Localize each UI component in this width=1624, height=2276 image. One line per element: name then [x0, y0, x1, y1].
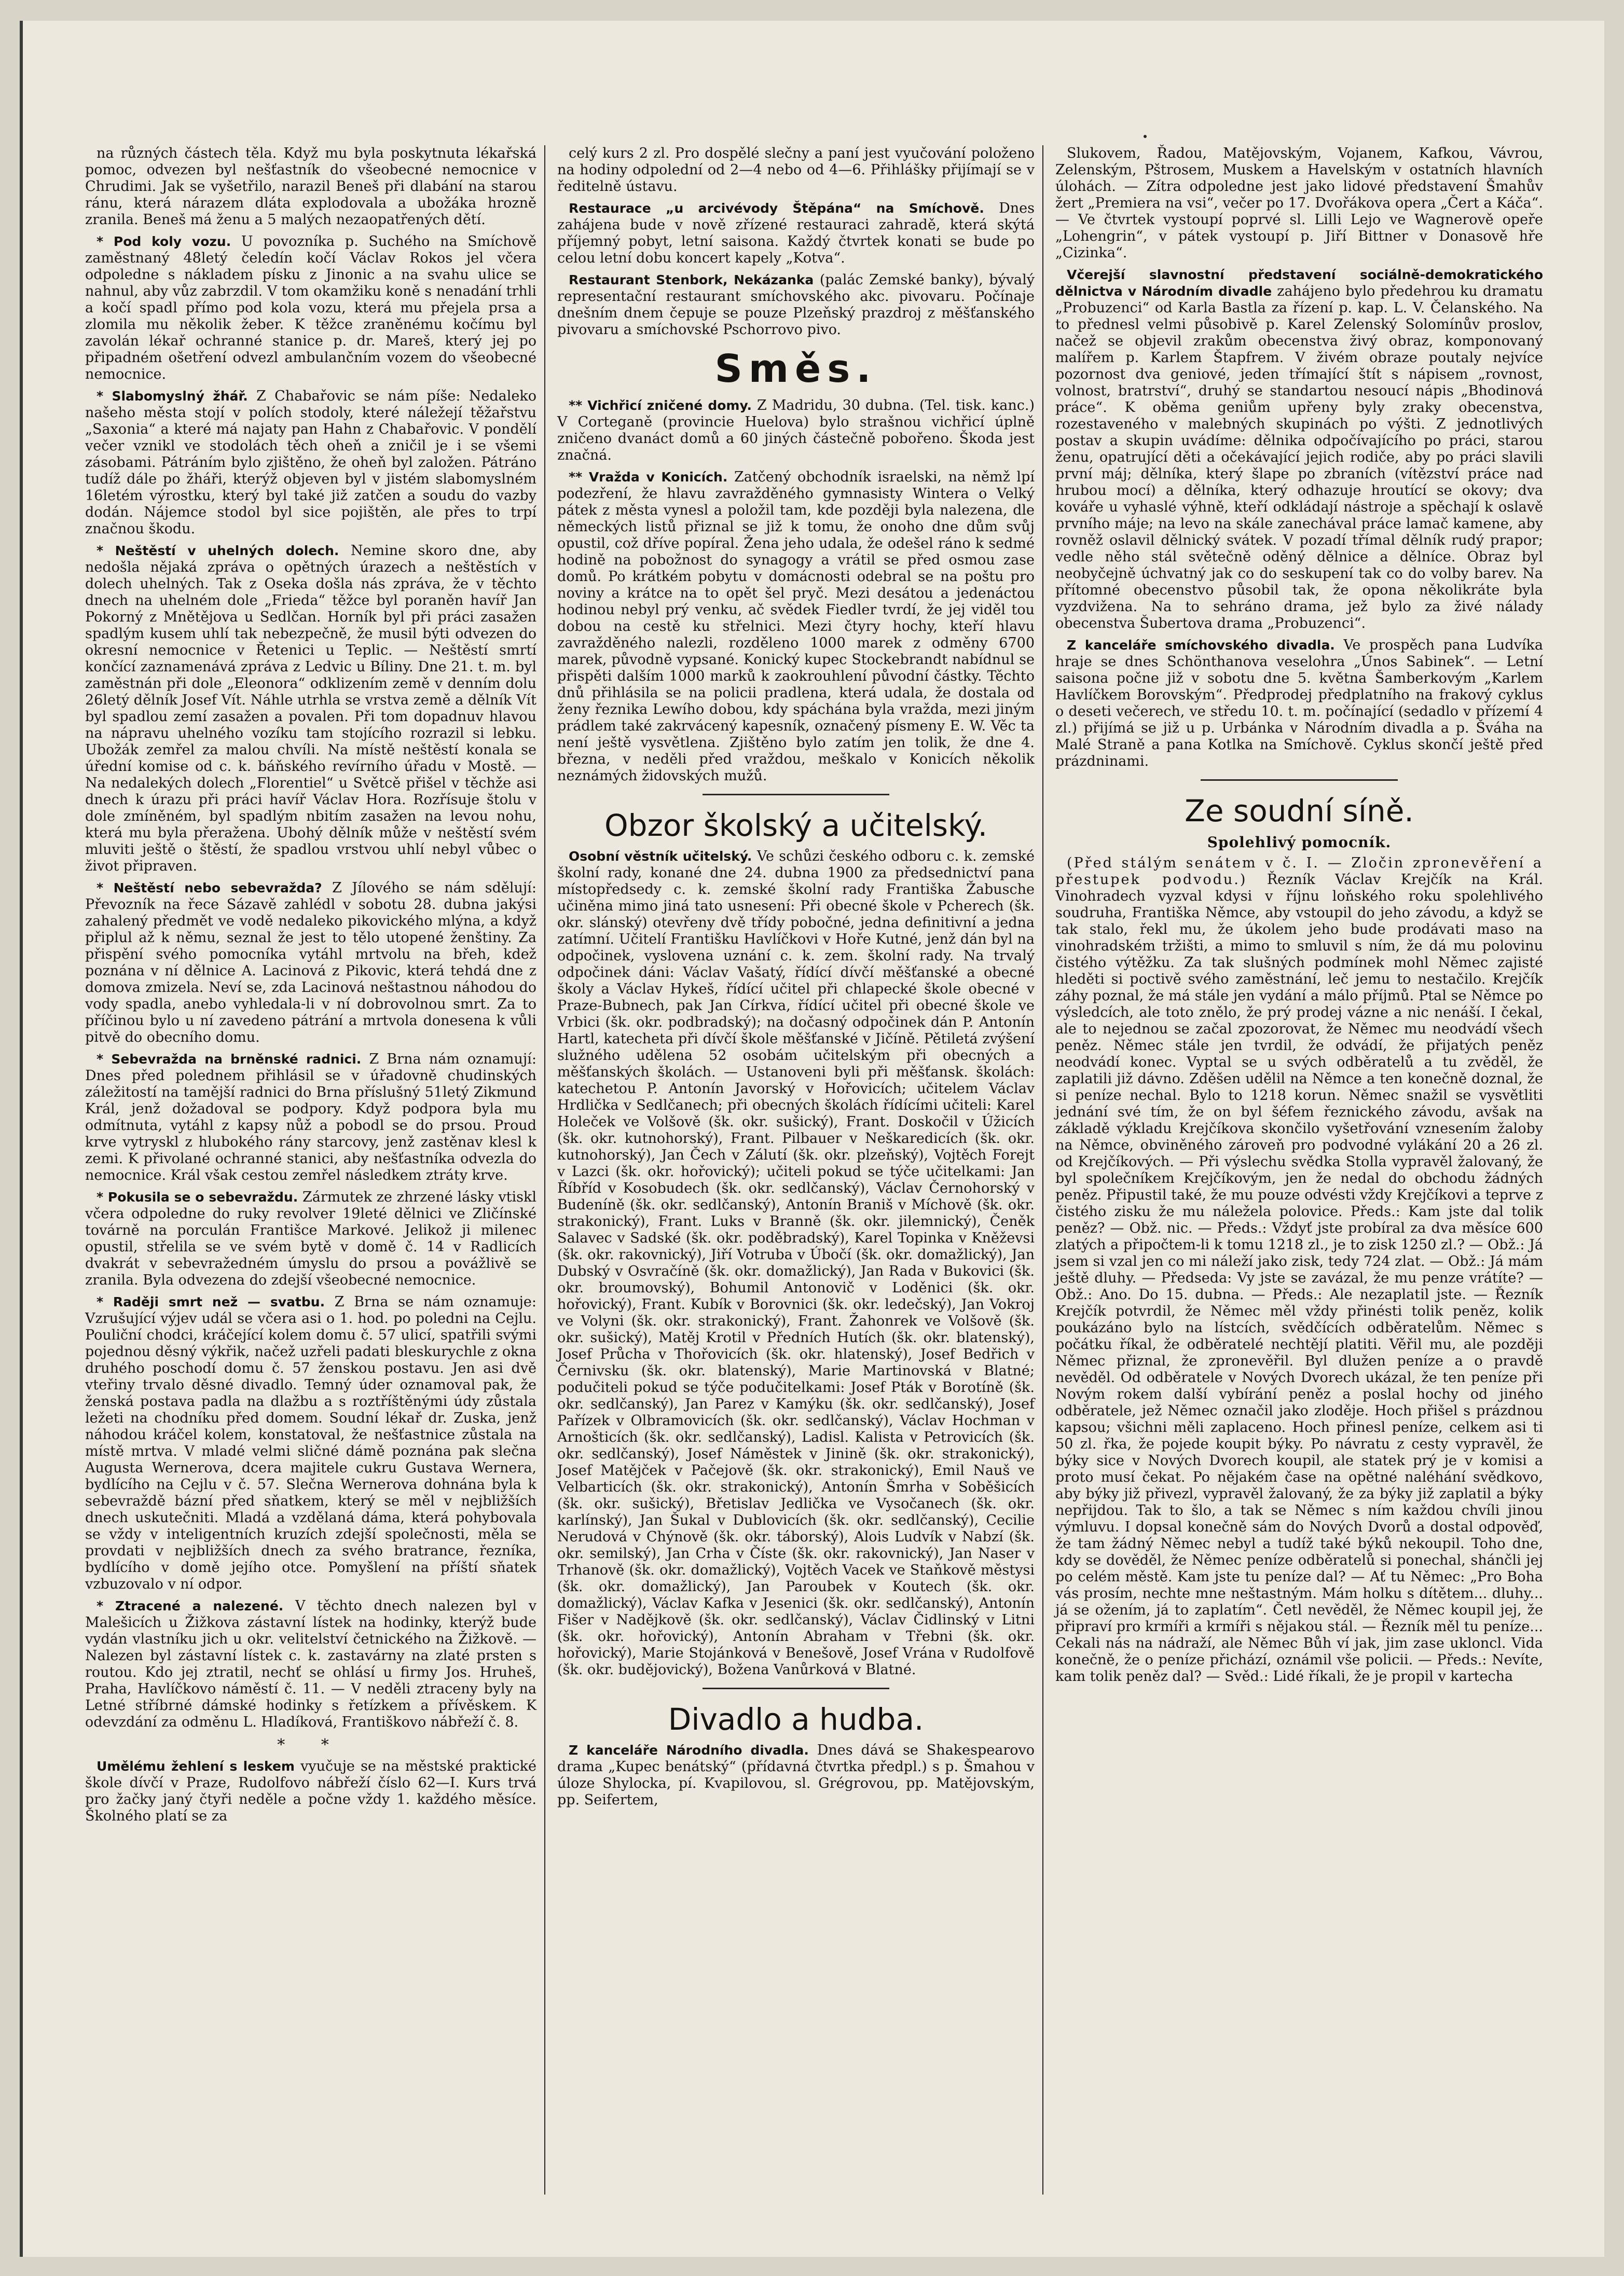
article-text: celý kurs 2 zl. Pro dospělé slečny a paní jest vyučování položeno na hodiny odpolední od 2—4 nebo od 4—6. Přihlášky přijímají se v ředitelně ústavu.	[557, 145, 1035, 195]
article-text: Slukovem, Řadou, Matějovským, Vojanem, Kafkou, Vávrou, Zelenským, Pštrosem, Muskem a Havelským v ostatních hlavních úlohách. — Zítra odpoledne jest jako lidové představení Šmahův žert „Premiera na vsi“, večer po 17. Dvořákova opera „Čert a Káča“. — Ve čtvrtek vystoupí poprvé sl. Lilli Lejo ve Wagnerově opeře „Lohengrin“, v pátek vystoupí p. Jiří Bittner v Donasově hře „Cizinka“.	[1055, 145, 1543, 261]
section-title-divadlo: Divadlo a hudba.	[668, 1702, 924, 1737]
article-headline: * Raději smrt než — svatbu.	[97, 1294, 325, 1309]
article-text: Řezník Václav Krejčík na Král. Vinohradech vyzval kdysi v říjnu loňského roku spolehlivého soudruha, Františka Němce, aby vstoupil do jeho závodu, a když se tak stalo, řekl mu, že úkolem jeho bude prodávati maso na vinohradském tržišti, a mimo to smluvil s ním, že dá mu polovinu čistého výtěžku. Za tak slušných podmínek mohl Němec zajisté hleděti si poctivě svého zaměstnání, leč jemu to nestačilo. Krejčík záhy poznal, že má stále jen vydání a málo příjmů. Ptal se Němce po výsledcích, ale toto znělo, že prý prodej vázne a nic nenáší. I čekal, ale to nejednou se začal zpozorovat, že Němec mu neodvádí všech peněz. Němec stále jen tvrdil, že odvádí, že přijatých peněz neodvádí konec. Vyptal se u svých odběratelů a tu zvěděl, že zaplatili již dávno. Zděšen udělil na Němce a ten konečně doznal, že si peníze nechal. Bylo to 1218 korun. Němec snažil se vysvětliti jednání své tím, že on byl šéfem řeznického závodu, avšak na základě výkladu Krejčíkova skončilo vyšetřování vznesením žaloby na Němce, obviněného zároveň pro podvodné vylákání 20 a 26 zl. od Krejčíkových. — Při výslechu svědka Stolla vypravěl žalovaný, že byl společníkem Krejčíkovým, jen že nedal do obchodu žádných peněz. Připustil také, že mu pouze odvésti vždy Krejčíkovi a teprve z čistého zisku že mu náležela polovice. Předs.: Kam jste dal tolik peněz? — Obž. nic. — Předs.: Vždyť jste probíral za dva měsíce 600 zlatých a připočtem-li k tomu 1218 zl., je to zisk 1250 zl.? — Obž.: Já jsem si vzal jen co mi náleží jako zisk, tedy 724 zlat. — Obž.: Já mám ještě dluhy. — Předseda: Vy jste se zavázal, že mu penze vrátíte? — Obž.: Ano. Do 15. dubna. — Předs.: Ale nezaplatil jste. — Řezník Krejčík potvrdil, že Němec měl vždy přinésti tolik peněz, kolik poukázáno bylo na lístcích, svědčících odběratelům. Němec s počátku říkal, že odběratelé nechtějí platiti. Věřil mu, ale později Němec přiznal, že zpronevěřil. Byl dlužen peníze a o pravdě nevěděl. Od odběratele v Nových Dvorech ukázal, že ten peníze při Novým rokem další vybírání peněz a poslal hochy od jiného odběratele, jež Němec označil jako zloděje. Hoch přišel s prázdnou kapsou; všichni měli zaplaceno. Hoch přinesl peníze, celkem asi ti 50 zl. řka, že pojede koupit býky. Po návratu z cesty vypravěl, že býky sice v Nových Dvorech koupil, ale statek prý je v komisi a proto musí čekat. Po nějakém čase na opětné naléhání svědkovo, aby býky již přivezl, vypravěl žalovaný, že za býky již zaplatil a býky nepřijdou. Tak to šlo, a tak se Němec s ním každou chvíli jinou výmluvu. I dopsal konečně sám do Nových Dvorů a dostal odpověď, že tam žádný Němec nebyl a tudíž také býků nekoupil. Toho dne, kdy se dověděl, že Němec peníze odběratelů si ponechal, shánčli jej po celém městě. Kam jste tu peníze dal? — Ať tu Němec: „Pro Boha vás prosím, nechte mne neštastným. Mám holku s dítětem... dluhy... já se ožením, já to zaplatím“. Četl nevěděl, že Němec koupil jej, že připraví pro krmíři a krmíři s nějakou stál. — Řezník měl tu peníze... Cekali nás na nádraží, ale Němec Bůh ví jak, jim zase ukloncl. Vida konečně, že o peníze přichází, oznámil vše policii. — Předs.: Nevíte, kam tolik peněz dal? — Svěd.: Lidé říkali, že je propil v kartecha	[1055, 872, 1543, 1685]
article-pokusila-se	[85, 1189, 536, 1289]
article-continuation	[1055, 145, 1543, 261]
article-headline: Restaurace „u arcivévody Štěpána“ na Smíchově.	[569, 201, 984, 216]
article-text: Z Madridu, 30 dubna. (Tel. tisk. kanc.) V Corteganě (provincie Huelova) bylo strašnou vichřicí úplně zničeno dvanáct domů a 60 jiných částečně pobořeno. Škoda jest značná.	[557, 397, 1035, 463]
ink-dot	[1144, 135, 1147, 138]
article-continuation	[557, 145, 1035, 195]
article-text: Z Brna se nám oznamuje: Vzrušující výjev udál se včera asi o 1. hod. po poledni na Cejlu. Pouliční chodci, kráčející kolem domu č. 57 ulicí, spatřili svými pojednou děsný výkřik, načež uzřeli padati bleskurychle z okna druhého poschodí domu č. 57 ženskou postavu. Jen asi dvě vteřiny trvalo děsné divadlo. Temný úder oznamoval pak, že ženská postava padla na dlažbu a s roztříštěnými údy zůstala ležeti na chodníku před domem. Soudní lékař dr. Zuska, jenž náhodou kráčel kolem, konstatoval, že nešťastnice zůstala na místě mrtva. V mladé velmi sličné dámě poznána pak slečna Augusta Wernerova, dcera majitele cukru Gustava Wernera, bydlícího na Cejlu v č. 57. Slečna Wernerova dohnána byla k sebevraždě bázní před sňatkem, který se měl v nejbližších dnech uskutečniti. Mladá a vzdělaná dáma, která pohybovala se vždy v inteligentních kruzích zdejší společnosti, měla se provdati v nejbližších dnech za svého bratrance, řezníka, bydlícího v domě jejího otce. Pomyšlení na příští sňatek vzbuzovalo v ní odpor.	[85, 1294, 536, 1592]
article-text: Z Chabařovic se nám píše: Nedaleko našeho města stojí v polích stodoly, které náležejí těžařstvu „Saxonia“ a které má najaty pan Hahn z Chabařovic. V pondělí večer vznikl ve stodolách těch oheň a zničil je i se všemi zásobami. Pátráním bylo zjištěno, že oheň byl založen. Pátráno tudíž dále po žháři, kterýž objeven byl v jistém slabomyslném 16letém výrostku, který byl také již zatčen a soudu do vazby dodán. Nájemce stodol byl sice pojištěn, ale přes to trpí značnou škodu.	[85, 388, 536, 537]
article-ztracene-nalezene	[85, 1598, 536, 1731]
article-smichovske-divadlo	[1055, 637, 1543, 770]
article-restaurant-stenbork	[557, 272, 1035, 338]
article-pod-koly-vozu	[85, 233, 536, 383]
article-headline: * Slabomyslný žhář.	[97, 389, 248, 404]
article-headline: Spolehlivý pomocník.	[1207, 834, 1392, 851]
article-text: Dnes zahájena bude v nově zřízené restauraci zahradě, která skýtá příjemný pobyt, letní saisona. Každý čtvrtek konati se bude po celou letní dobu koncert kapely „Kotva“.	[557, 200, 1035, 266]
article-text: U povozníka p. Suchého na Smíchově zaměstnaný 48letý čeledín kočí Václav Rokos jel včera odpoledne s nákladem písku z Jinonic a na svahu ulice se nahnul, aby vůz zabrzdil. V tom okamžiku koně s nenadání trhli a kočí spadl přímo pod kola vozu, která mu přejela prsa a zlomila mu několik žeber. K těžce zraněnému kočímu byl zavolán lékař ochranné stanice p. dr. Mareš, který jej po připadném ošetření odvezl ambulančním vozem do všeobecné nemocnice.	[85, 233, 536, 382]
column-3	[1055, 145, 1543, 2195]
article-headline: ** Vichřicí zničené domy.	[569, 398, 752, 413]
article-text: Zármutek ze zhrzené lásky vtiskl včera odpoledne do ruky revolver 19leté dělnici ve Zličínské továrně na porculán Františce Markové. Jelikož ji milenec opustil, střelila se ve svém bytě v domě č. 14 v Radlicích dvakrát v sebevražedném úmyslu do prsou a povážlivě se zranila. Byla odvezena do zdejší všeobecné nemocnice.	[85, 1189, 536, 1288]
article-text: Dnes dává se Shakespearovo drama „Kupec benátský“ (přídavná čtvrtka předpl.) s p. Šmahou v úloze Shylocka, pí. Kvapilovou, sl. Grégrovou, pp. Matějovským, pp. Seifertem,	[557, 1742, 1035, 1808]
article-vrazda-konice	[557, 469, 1035, 784]
article-text: V těchto dnech nalezen byl v Malešicích u Žižkova zástavní lístek na hodinky, kterýž bude vydán vlastníku jich u okr. velitelství četnického na Žižkově. — Nalezen byl zástavní lístek c. k. zastavárny na zlaté prsten s routou. Kdo jej ztratil, nechť se ohlásí u firmy Jos. Hruheš, Praha, Havlíčkovo náměstí č. 11. — V neděli ztraceny byly na Letné stříbrné dámské hodinky s řetízkem a přívěskem. K odevzdání za odměnu L. Hladíková, Františkovo nábřeží č. 8.	[85, 1598, 536, 1730]
article-text: zahájeno bylo předehrou ku dramatu „Probuzenci“ od Karla Bastla za řízení p. kap. L. V. Čelanského. Na to přednesl velmi působivě p. Karel Zelenský Solomínův proslov, načež se objevil zrakům obecenstva živý obraz, komponovaný malířem p. Karlem Štapfrem. V živém obraze poutaly nejvíce pozornost dva geniové, jeden třímající štít s nápisem „rovnost, volnost, bratrství“, druhý se standartou nesoucí nápis „Bhodinová práce“. K oběma geniům upřeny byly zraky obecenstva, rozestaveného v malebných skupinách po výšti. Z jednotlivých postav a skupin uvádíme: dělnika odpočívajícího po práci, starou ženu, opatrující děti a očekávající jejich rodiče, aby po práci slavili první máj; dělníka, který šlape po zbraních (vítězství práce nad hrubou mocí) a dělníka, který odhazuje hroutící se okovy; dva kováře u vyhaslé výhně, kteří odkládají nástroje a spěchají k oslavě prvního máje; na levo na skále zanechával práce lamač kamene, aby rovněž oslavil dělnický svátek. V pozadí třímal dělník rudý prapor; vedle něho stál světečně oděný dělnice a dělníce. Obraz byl neobyčejně úchvatný jak co do seskupení tak co do volby barev. Na přítomné obecenstvo působil tak, že opona několikráte byla vyzdvižena. Na to sehráno drama, jež bylo za živé nálady obecenstva Šubertova drama „Probuzenci“.	[1055, 283, 1543, 631]
column-rule	[544, 145, 545, 2195]
article-text: Nemine skoro dne, aby nedošla nějaká zpráva o opětných úrazech a neštěstích v dolech uhelných. Tak z Oseka došla nás zpráva, že v těchto dnech na uhelném dole „Frieda“ těžce byl poraněn havíř Jan Pokorný z Mnětějova u Sedlčan. Horník byl při práci zasažen spadlým kusem uhlí tak nebezpečně, že musil býti odvezen do okresní nemocnice v Řetenici u Teplic. — Neštěstí smrtí končící zaznamenává zpráva z Ledvic u Bíliny. Dne 21. t. m. byl zaměstnán při dole „Eleonora“ odklizením země v denním dolu 26letý dělník Josef Vít. Náhle utrhla se vrstva země a dělník Vít byl spadlou zemí zasažen a povalen. Při tom dopadnuv hlavou na nápravu uhelného vozíku tam stojícího rozrazil si lebku. Ubožák zemřel za malou chvíli. Na místě neštěstí konala se úřední komise od c. k. báňského revírního úřadu v Mostě. — Na nedalekých dolech „Florentiel“ u Světcě přišel v těchže asi dnech k úrazu při práci havíř Václav Hora. Rozřísuje štolu v dole zmíněném, byl spadlým nbitím zasažen na levou nohu, která mu byla přeražena. Ubohý dělník může v neštěstí svém mluviti ještě o štěstí, že spadlou vrstvou uhlí nebyl vůbec o život připraven.	[85, 543, 536, 874]
section-title-soudni-sin: Ze soudní síně.	[1185, 793, 1414, 829]
article-headline: * Neštěstí v uhelných dolech.	[97, 543, 339, 558]
article-text: Ve schůzi českého odboru c. k. zemské školní rady, konané dne 24. dubna 1900 za předsednictví pana místopředsedy c. k. zemské školní rady Františka Žabusche učiněna mimo jiná tato usnesení: Při obecné škole v Pcherech (šk. okr. slánský) otevřeny dvě třídy pobočné, jedna definitivní a jedna zatímní. Učitelí Františku Havlíčkovi v Hoře Kutné, jenž dán byl na odpočinek, vyslovena uznání c. k. zem. školní rady. Na trvalý odpočinek dáni: Václav Vašatý, řídící dívčí měšťanské a obecné školy a Václav Hykeš, řídící učitel při chlapecké škole obecné v Praze-Bubnech, pak Jan Církva, řídící učitel při obecné škole ve Vrbici (šk. okr. podbradský); na dočasný odpočinek dán P. Antonín Hartl, katecheta při dívčí škole měšťanské v Jičíně. Pětiletá zvýšení služného udělena 52 osobám učitelským při obecných a měšťanských školách. — Ustanoveni byli při měšťansk. školách: katechetou P. Antonín Javorský v Hořovicích; učitelem Václav Hrdlička v Sedlčanech; při obecných školách řídícími učiteli: Karel Holeček ve Volšově (šk. okr. sušický), Frant. Doskočil v Úžicích (šk. okr. kutnohorský), Frant. Pilbauer v Neškaredicích (šk. okr. kutnohorský), Jan Čech v Zálutí (šk. okr. plzeňský), Vojtěch Forejt v Lazci (šk. okr. hořovický); učiteli pokud se týče učitelkami: Jan Říbříd v Kosobudech (šk. okr. sedlčanský), Václav Černohorský v Budeníně (šk. okr. sedlčanský), Antonín Braniš v Míchově (šk. okr. strakonický), Frant. Luks v Branně (šk. okr. jilemnický), Čeněk Salavec v Sadské (šk. okr. poděbradský), Karel Topinka v Kněževsi (šk. okr. rakovnický), Jiří Votruba v Úbočí (šk. okr. domažlický), Jan Dubský v Osvračíně (šk. okr. domažlický), Jan Rada v Bukovici (šk. okr. broumovský), Bohumil Antonovič v Loděnici (šk. okr. hořovický), Frant. Kubík v Borovnici (šk. okr. ledečský), Jan Vokroj ve Volyni (šk. okr. strakonický), Frant. Žahonrek ve Volšově (šk. okr. sušický), Matěj Krotil v Předních Hutích (šk. okr. blatenský), Josef Průcha v Thořovicích (šk. okr. hlatenský), Josef Bedřich v Černivsku (šk. okr. blatenský), Marie Martinovská v Blatné; podučiteli pokud se týče podučitelkami: Josef Pták v Borotíně (šk. okr. sedlčanský), Jan Parez v Kamýku (šk. okr. sedlčanský), Josef Pařízek v Olbramovicích (šk. okr. sedlčanský), Václav Hochman v Arnošticích (šk. okr. sedlčanský), Ladisl. Kalista v Petrovicích (šk. okr. sedlčanský), Josef Náměstek v Jinině (šk. okr. strakonický), Josef Matějček v Pačejově (šk. okr. strakonický), Emil Nauš ve Velbarticích (šk. okr. strakonický), Antonín Šmrha v Soběšicích (šk. okr. sušický), Břetislav Jedlička ve Vysočanech (šk. okr. karlínský), Jan Šukal v Dublovicích (šk. okr. sedlčanský), Cecilie Nerudová v Chýnově (šk. okr. táborský), Alois Ludvík v Nabzí (šk. okr. semilský), Jan Crha v Číste (šk. okr. rakovnický), Jan Naser v Trhanově (šk. okr. domažlický), Vojtěch Vacek ve Staňkově městysi (šk. okr. domažlický), Jan Paroubek v Koutech (šk. okr. domažlický), Václav Kafka v Jesenici (šk. okr. sedlčanský), Antonín Fišer v Nadějkově (šk. okr. sedlčanský), Václav Čidlinský v Litni (šk. okr. hořovický), Antonín Abraham v Třebni (šk. okr. hořovický), Marie Stojánková v Benešově, Josef Vrána v Rudolfově (šk. okr. budějovický), Božena Vanůrková v Blatné.	[557, 848, 1035, 1678]
article-headline: Z kanceláře Národního divadla.	[569, 1743, 809, 1758]
article-text: (palác Zemské banky), bývalý representační restaurant smíchovského akc. pivovaru. Počínaje dnešním dnem čepuje se pouze Plzeňský prazdroj z měšťanského pivovaru a smíchovské Pschorrovo pivo.	[557, 272, 1035, 338]
article-slavnostni-predstaveni	[1055, 267, 1543, 632]
article-zehleni	[85, 1758, 536, 1825]
article-headline: * Pokusila se o sebevraždu.	[97, 1190, 298, 1205]
article-headline: * Ztracené a nalezené.	[97, 1598, 284, 1613]
article-headline: * Sebevražda na brněnské radnici.	[97, 1052, 362, 1067]
article-nestesti-nebo-sebevrazda	[85, 880, 536, 1046]
article-sebevrazda-brno	[85, 1051, 536, 1184]
separator-asterisks: * *	[277, 1736, 345, 1754]
article-slabomyslny-zhar	[85, 388, 536, 537]
article-headline: * Pod koly vozu.	[97, 234, 231, 249]
article-continuation	[85, 145, 536, 228]
divider	[703, 794, 889, 795]
article-text: Zatčený obchodník israelski, na němž lpí podezření, že hlavu zavražděného gymnasisty Wintera o Velký pátek z města vynesl a položil tam, kde později byla nalezena, dle německých listů přiznal se již k tomu, že onoho dne dům svůj opustil, což dříve popíral. Žena jeho udala, že odešel ráno k sedmé hodině na pobožnost do synagogy a vrátil se před osmou zase domů. Po krátkém pobytu v domácnosti odebral se na poštu pro noviny a krátce na to opět šel pryč. Mezi desátou a jedenáctou hodinou nebyl prý venku, ač svědek Fiedler tvrdí, že jej viděl tou dobou na cestě ku střelnici. Mezi čtyry hochy, kteří hlavu zavražděného nalezli, rozděleno 1000 marek z odměny 6700 marek, původně vypsané. Konický kupec Stockebrandt nabídnul se přispěti dalším 1000 marků k zaokrouhlení původní částky. Těchto dnů přihlásila se na policii pradlena, která udala, že dostala od ženy řeznika Lewího dobou, kdy spáchána byla vražda, mezi jiným prádlem také zakrvácený kapesník, označený písmeny E. W. Věc ta není ještě vysvětlena. Zjištěno bylo zatím jen tolik, že dne 4. března, v neděli před vraždou, meškalo v Konicích několik neznámých židovských mužů.	[557, 469, 1035, 784]
article-text: Ve prospěch pana Ludvíka hraje se dnes Schönthanova veselohra „Únos Sabinek“. — Letní saisona počne již v sobotu dne 5. května Šamberkovým „Karlem Havlíčkem Borovským“. Předprodej předplatního na frakový cyklus o deseti večerech, ve středu 10. t. m. počínající (sedadlo v přízemí 4 zl.) přijímá se již u p. Urbánka v Národním divadla a p. Šváha na Malé Straně a pana Kotlka na Smíchově. Cyklus skončí ještě před prázdninami.	[1055, 637, 1543, 769]
column-2	[557, 145, 1035, 2195]
article-headline: Osobní věstník učitelský.	[569, 849, 752, 864]
article-vichrice	[557, 397, 1035, 464]
article-headline: ** Vražda v Konicích.	[569, 470, 728, 485]
article-subhead: (Před stálým senátem v č. I. — Zločin zpronevěření a přestupek podvodu.)	[1055, 855, 1543, 888]
article-headline: * Neštěstí nebo sebevražda?	[97, 880, 322, 895]
article-headline: Umělému žehlení s leskem	[97, 1759, 295, 1774]
column-rule	[1042, 145, 1043, 2195]
article-headline: Včerejší slavnostní představení sociálně-demokratického dělnictva v Národním divadle	[1055, 267, 1543, 299]
divider	[703, 1688, 889, 1689]
newspaper-page	[20, 21, 1604, 2257]
column-1	[85, 145, 536, 2195]
section-title-obzor-skolsky: Obzor školský a učitelský.	[604, 808, 988, 843]
article-text: Z Jílového se nám sdělují: Převozník na řece Sázavě zahlédl v sobotu 28. dubna jakýsi zahalený předmět ve vodě nedaleko pikovického mlýna, a když připlul až k němu, seznal že jest to tělo utopené ženštiny. Za přispění svého pomocníka vytáhl mrtvolu na břeh, kdež poznána v ní dělnice A. Lacinová z Pikovic, která tehdá dne z domova zmizela. Neví se, zda Lacinová neštastnou náhodou do vody spadla, anebo vyhledala-li v ní dobrovolnou smrt. Za to příčinou bylo u ní zavedeno pátrání a mrtvola donesena k vůli pitvě do obecního domu.	[85, 880, 536, 1045]
article-text: Z Brna nám oznamují: Dnes před polednem přihlásil se v úřadovně chudinských záležitostí na tamější radnici do Brna příslušný 51letý Zikmund Král, jenž dožadoval se podpory. Když podpora byla mu odmítnuta, vytáhl z kapsy nůž a pobodl se do prsou. Proud krve vytryskl z hlubokého rány starcovy, jenž zastěnav klesl k zemi. K přivolané ochranné stanici, aby nešťastníka odvezla do nemocnice. Král však cestou zemřel následkem ztráty krve.	[85, 1051, 536, 1183]
article-restaurace-stepan	[557, 200, 1035, 267]
article-headline: Restaurant Stenbork, Nekázanka	[569, 272, 814, 287]
article-text: vyučuje se na městské praktické škole dívčí v Praze, Rudolfovo nábřeží číslo 62—I. Kurs trvá pro žačky janý čtyři neděle a počne vždy 1. každého měsíce. Školného platí se za	[85, 1758, 536, 1824]
article-nestesti-v-dolech	[85, 543, 536, 875]
article-headline: Z kanceláře smíchovského divadla.	[1067, 638, 1335, 653]
article-text: na různých částech těla. Když mu byla poskytnuta lékařská pomoc, odvezen byl nešťastník do všeobecné nemocnice v Chrudimi. Jak se vyšetřilo, narazil Beneš při dlabání na starou ránu, která nárazem dláta explodovala a ubožáka hrozně zranila. Beneš má ženu a 5 malých nezaopatřených dětí.	[85, 145, 536, 228]
article-osobni-vestnik	[557, 848, 1035, 1678]
divider	[1201, 779, 1398, 781]
article-spolehlivy-pomocnik	[1055, 855, 1543, 1685]
article-radeji-smrt	[85, 1294, 536, 1593]
article-narodni-divadlo	[557, 1742, 1035, 1809]
section-title-smes: Směs.	[714, 347, 877, 391]
